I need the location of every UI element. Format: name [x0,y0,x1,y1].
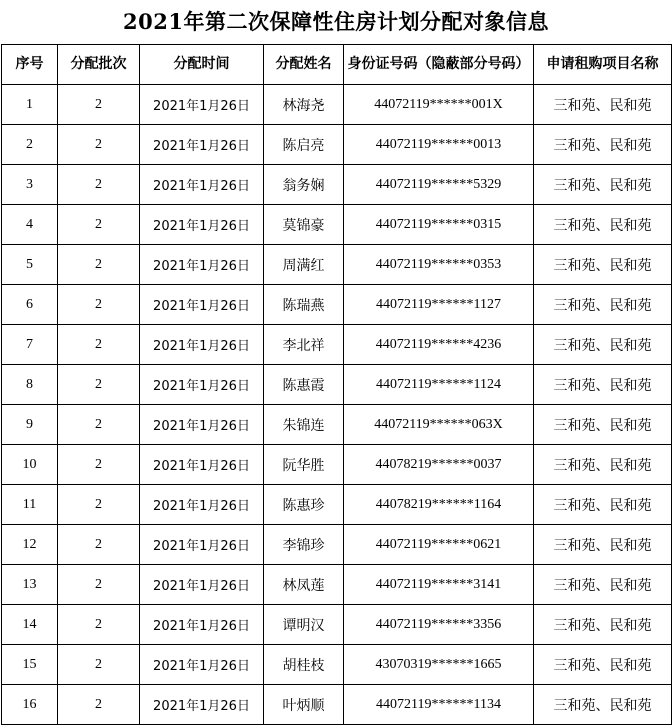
cell-id-number: 44072119******4236 [344,325,534,365]
cell-id-number: 44072119******3356 [344,605,534,645]
cell-project: 三和苑、民和苑 [534,325,672,365]
table-row [2,405,672,445]
cell-serial-number: 9 [2,405,58,445]
cell-serial-number: 10 [2,445,58,485]
cell-serial-number: 14 [2,605,58,645]
table-row [2,365,672,405]
table-row [2,485,672,525]
allocation-table [1,44,672,725]
cell-project: 三和苑、民和苑 [534,245,672,285]
header-batch: 分配批次 [58,45,140,85]
cell-id-number: 44072119******1127 [344,285,534,325]
cell-batch: 2 [58,445,140,485]
cell-batch: 2 [58,365,140,405]
cell-name: 陈启亮 [264,125,344,165]
cell-date: 2021年1月26日 [140,605,264,645]
table-row [2,685,672,725]
table-header-row [2,45,672,85]
cell-name: 叶炳顺 [264,685,344,725]
cell-batch: 2 [58,685,140,725]
cell-id-number: 44072119******0353 [344,245,534,285]
cell-batch: 2 [58,205,140,245]
cell-name: 李锦珍 [264,525,344,565]
document-title: 2021年第二次保障性住房计划分配对象信息 [123,9,549,34]
cell-batch: 2 [58,165,140,205]
table-row [2,165,672,205]
cell-batch: 2 [58,405,140,445]
cell-date: 2021年1月26日 [140,125,264,165]
cell-serial-number: 12 [2,525,58,565]
cell-serial-number: 13 [2,565,58,605]
cell-name: 朱锦连 [264,405,344,445]
cell-date: 2021年1月26日 [140,245,264,285]
cell-project: 三和苑、民和苑 [534,685,672,725]
cell-name: 阮华胜 [264,445,344,485]
cell-serial-number: 4 [2,205,58,245]
cell-project: 三和苑、民和苑 [534,365,672,405]
cell-project: 三和苑、民和苑 [534,125,672,165]
cell-id-number: 44072119******0621 [344,525,534,565]
cell-project: 三和苑、民和苑 [534,645,672,685]
cell-id-number: 44072119******001X [344,85,534,125]
table-row [2,205,672,245]
cell-date: 2021年1月26日 [140,205,264,245]
cell-project: 三和苑、民和苑 [534,445,672,485]
cell-project: 三和苑、民和苑 [534,605,672,645]
cell-batch: 2 [58,285,140,325]
cell-date: 2021年1月26日 [140,85,264,125]
cell-batch: 2 [58,245,140,285]
cell-date: 2021年1月26日 [140,645,264,685]
cell-serial-number: 11 [2,485,58,525]
cell-date: 2021年1月26日 [140,325,264,365]
cell-date: 2021年1月26日 [140,685,264,725]
cell-name: 陈瑞燕 [264,285,344,325]
cell-project: 三和苑、民和苑 [534,525,672,565]
cell-batch: 2 [58,565,140,605]
header-project: 申请租购项目名称 [534,45,672,85]
cell-project: 三和苑、民和苑 [534,165,672,205]
cell-date: 2021年1月26日 [140,445,264,485]
table-row [2,245,672,285]
cell-id-number: 44072119******0013 [344,125,534,165]
cell-serial-number: 6 [2,285,58,325]
cell-id-number: 44072119******1134 [344,685,534,725]
cell-batch: 2 [58,85,140,125]
cell-id-number: 44072119******5329 [344,165,534,205]
cell-id-number: 44072119******3141 [344,565,534,605]
cell-batch: 2 [58,605,140,645]
table-row [2,125,672,165]
cell-serial-number: 2 [2,125,58,165]
header-id-number: 身份证号码（隐蔽部分号码） [344,45,534,85]
cell-batch: 2 [58,525,140,565]
cell-date: 2021年1月26日 [140,405,264,445]
cell-serial-number: 8 [2,365,58,405]
cell-serial-number: 1 [2,85,58,125]
cell-project: 三和苑、民和苑 [534,85,672,125]
table-row [2,445,672,485]
cell-batch: 2 [58,485,140,525]
cell-name: 胡桂枝 [264,645,344,685]
cell-name: 陈惠霞 [264,365,344,405]
table-row [2,85,672,125]
cell-name: 翁务娴 [264,165,344,205]
cell-id-number: 44078219******0037 [344,445,534,485]
table-row [2,325,672,365]
cell-project: 三和苑、民和苑 [534,205,672,245]
cell-serial-number: 3 [2,165,58,205]
cell-project: 三和苑、民和苑 [534,485,672,525]
cell-date: 2021年1月26日 [140,525,264,565]
cell-date: 2021年1月26日 [140,565,264,605]
cell-id-number: 43070319******1665 [344,645,534,685]
cell-name: 谭明汉 [264,605,344,645]
table-row [2,285,672,325]
header-name: 分配姓名 [264,45,344,85]
cell-name: 李北祥 [264,325,344,365]
cell-date: 2021年1月26日 [140,365,264,405]
cell-date: 2021年1月26日 [140,285,264,325]
header-date: 分配时间 [140,45,264,85]
cell-name: 林海尧 [264,85,344,125]
cell-batch: 2 [58,645,140,685]
cell-project: 三和苑、民和苑 [534,285,672,325]
cell-project: 三和苑、民和苑 [534,405,672,445]
table-row [2,525,672,565]
cell-batch: 2 [58,325,140,365]
cell-serial-number: 15 [2,645,58,685]
cell-id-number: 44072119******1124 [344,365,534,405]
cell-name: 周满红 [264,245,344,285]
cell-id-number: 44072119******0315 [344,205,534,245]
cell-serial-number: 7 [2,325,58,365]
cell-date: 2021年1月26日 [140,165,264,205]
cell-id-number: 44072119******063X [344,405,534,445]
cell-serial-number: 16 [2,685,58,725]
cell-serial-number: 5 [2,245,58,285]
cell-name: 莫锦豪 [264,205,344,245]
cell-id-number: 44078219******1164 [344,485,534,525]
cell-batch: 2 [58,125,140,165]
cell-project: 三和苑、民和苑 [534,565,672,605]
table-row [2,605,672,645]
header-serial-number: 序号 [2,45,58,85]
table-row [2,645,672,685]
cell-name: 陈惠珍 [264,485,344,525]
cell-name: 林凤莲 [264,565,344,605]
table-row [2,565,672,605]
cell-date: 2021年1月26日 [140,485,264,525]
